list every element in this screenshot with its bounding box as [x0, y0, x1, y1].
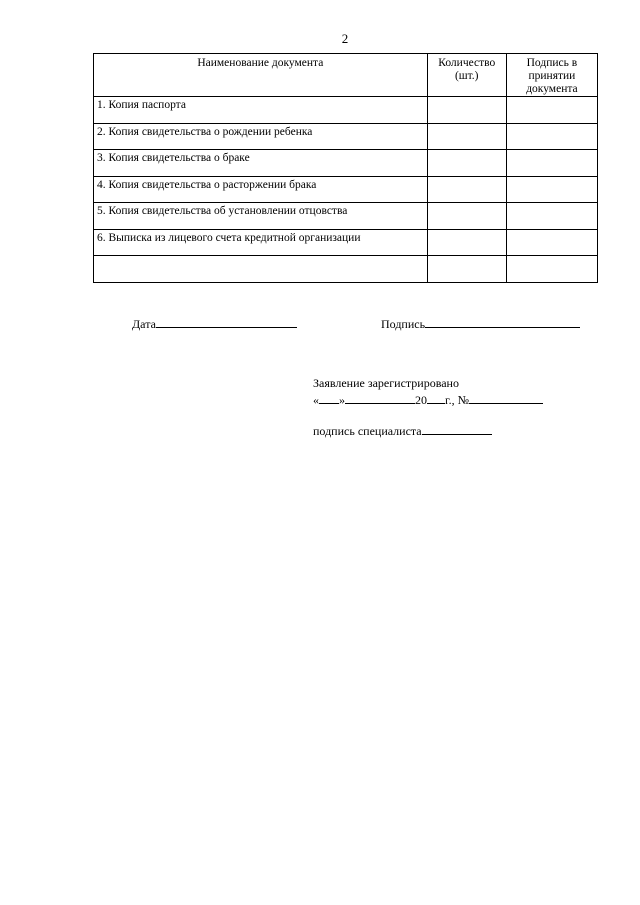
quantity-cell[interactable]: [427, 97, 506, 124]
quantity-cell[interactable]: [427, 176, 506, 203]
quantity-cell[interactable]: [427, 150, 506, 177]
signature-cell[interactable]: [506, 176, 597, 203]
signature-cell[interactable]: [506, 123, 597, 150]
signature-cell[interactable]: [506, 97, 597, 124]
registration-title: [313, 376, 459, 391]
signature-cell[interactable]: [506, 229, 597, 256]
month-blank-line[interactable]: [345, 392, 415, 404]
table-row-empty: [94, 256, 598, 283]
specialist-label: подпись специалиста: [313, 424, 422, 438]
table-row: [94, 176, 598, 203]
registration-date-number: [313, 392, 543, 408]
date-field: [132, 316, 297, 332]
header-quantity-line: (шт.): [454, 70, 479, 82]
documents-table: [93, 53, 598, 283]
signature-blank-line[interactable]: [425, 316, 580, 328]
quote-close: »: [339, 393, 345, 407]
quantity-cell[interactable]: [427, 123, 506, 150]
signature-cell[interactable]: [506, 150, 597, 177]
quantity-cell[interactable]: [427, 203, 506, 230]
year-suffix: г., №: [445, 393, 470, 407]
specialist-blank-line[interactable]: [422, 423, 492, 435]
header-signature-line: документа: [526, 83, 578, 95]
document-name-cell: 1. Копия паспорта: [94, 97, 428, 124]
date-label: Дата: [132, 317, 156, 331]
signature-field: [381, 316, 580, 332]
header-quantity-line: Количество: [438, 57, 496, 69]
table-row: [94, 97, 598, 124]
signature-cell[interactable]: [506, 256, 597, 283]
year-prefix: 20: [415, 393, 427, 407]
day-blank-line[interactable]: [319, 392, 339, 404]
document-name-cell: 2. Копия свидетельства о рождении ребенка: [94, 123, 428, 150]
header-quantity: [427, 54, 506, 97]
year-blank-line[interactable]: [427, 392, 445, 404]
header-signature-line: принятии: [528, 70, 576, 82]
document-name-cell[interactable]: [94, 256, 428, 283]
page-number: 2: [341, 31, 349, 46]
header-signature: [506, 54, 597, 97]
signature-label: Подпись: [381, 317, 426, 331]
table-row: [94, 150, 598, 177]
date-blank-line[interactable]: [156, 316, 297, 328]
table-row: [94, 229, 598, 256]
registration-number-blank-line[interactable]: [469, 392, 543, 404]
document-name-cell: 4. Копия свидетельства о расторжении брака: [94, 176, 428, 203]
quote-open: «: [313, 393, 319, 407]
specialist-signature-field: [313, 423, 492, 439]
table-row: [94, 123, 598, 150]
document-name-cell: 6. Выписка из лицевого счета кредитной организации: [94, 229, 428, 256]
document-name-cell: 3. Копия свидетельства о браке: [94, 150, 428, 177]
header-signature-line: Подпись в: [526, 57, 578, 69]
document-name-cell: 5. Копия свидетельства об установлении отцовства: [94, 203, 428, 230]
table-header-row: [94, 54, 598, 97]
table-row: [94, 203, 598, 230]
quantity-cell[interactable]: [427, 256, 506, 283]
registered-label: Заявление зарегистрировано: [313, 376, 459, 390]
quantity-cell[interactable]: [427, 229, 506, 256]
signature-cell[interactable]: [506, 203, 597, 230]
header-document-name: Наименование документа: [94, 54, 428, 97]
